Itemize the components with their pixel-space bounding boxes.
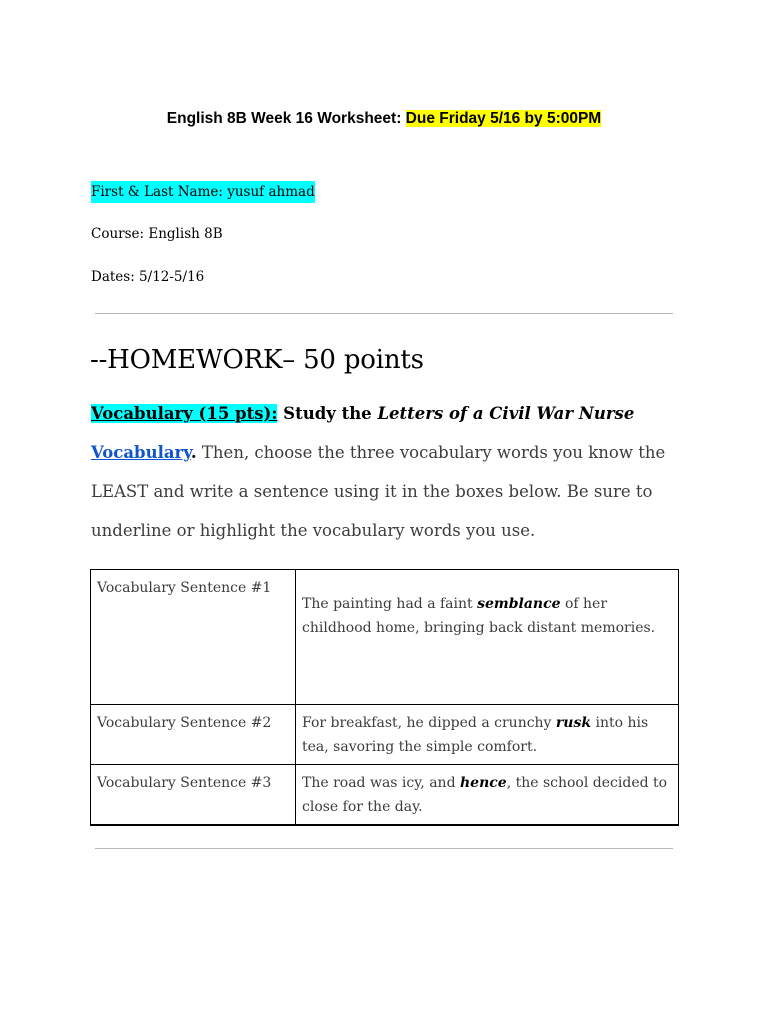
answer-cell[interactable]: [296, 705, 679, 765]
table-row: [91, 705, 679, 765]
sentence-text: , the school decided to close for the day.: [302, 775, 668, 815]
vocab-word: rusk: [555, 715, 592, 731]
sentence-text: The painting had a faint: [302, 596, 478, 612]
vocab-word: semblance: [477, 596, 561, 612]
title-text: English 8B Week 16 Worksheet:: [166, 110, 406, 127]
top-divider: [95, 313, 673, 314]
sentence-text: The road was icy, and: [302, 775, 460, 791]
vocab-instructions: [91, 394, 681, 550]
answer-cell[interactable]: [296, 570, 679, 705]
row-label: Vocabulary Sentence #1: [91, 570, 296, 705]
row-label: Vocabulary Sentence #2: [91, 705, 296, 765]
student-name-field[interactable]: First & Last Name: yusuf ahmad: [91, 181, 315, 203]
study-text: Study the: [277, 404, 378, 423]
dates-field: Dates: 5/12-5/16: [91, 269, 205, 285]
instructions-text: Then, choose the three vocabulary words you know the LEAST and write a sentence using it in the boxes below. Be sure to underline or highlight the vocabulary words you use.: [91, 443, 666, 540]
vocab-points-label: Vocabulary (15 pts):: [91, 404, 278, 423]
table-row: [91, 765, 679, 826]
answer-cell[interactable]: [296, 765, 679, 826]
vocab-word: hence: [459, 775, 507, 791]
bottom-divider: [95, 848, 673, 849]
link-period: .: [190, 443, 197, 462]
course-field: Course: English 8B: [91, 226, 223, 242]
book-title: Letters of a Civil War Nurse: [377, 404, 635, 423]
sentence-text: into his tea, savoring the simple comfort.: [302, 715, 649, 755]
vocabulary-link[interactable]: Vocabulary: [91, 443, 191, 462]
row-label: Vocabulary Sentence #3: [91, 765, 296, 826]
worksheet-title: [0, 108, 768, 130]
due-date-highlight: Due Friday 5/16 by 5:00PM: [405, 110, 602, 127]
homework-heading: --HOMEWORK– 50 points: [90, 345, 424, 375]
sentence-text: For breakfast, he dipped a crunchy: [302, 715, 556, 731]
vocab-sentence-table: [90, 569, 679, 826]
sentence-text: of her childhood home, bringing back distant memories.: [302, 596, 656, 636]
table-row: [91, 570, 679, 705]
